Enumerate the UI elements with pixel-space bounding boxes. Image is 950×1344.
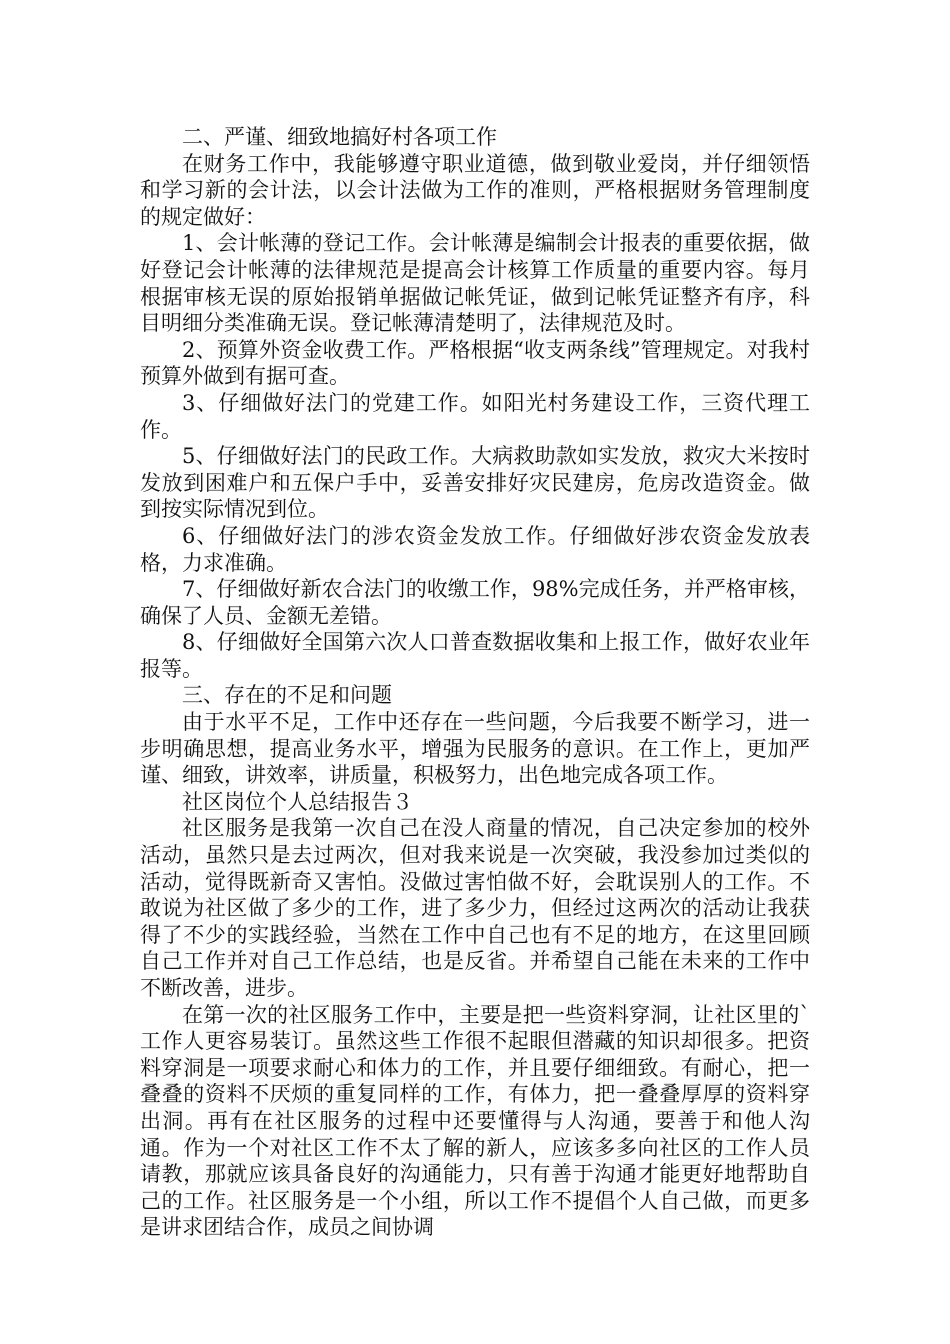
paragraph-finance-intro: 在财务工作中，我能够遵守职业道德，做到敬业爱岗，并仔细领悟和学习新的会计法，以会计法做为工作的准则，严格根据财务管理制度的规定做好： [140,151,810,229]
document-body [140,124,810,1241]
paragraph-item-3: 3、仔细做好法门的党建工作。如阳光村务建设工作，三资代理工作。 [140,390,810,442]
report-title: 社区岗位个人总结报告３ [182,789,413,814]
paragraph-item-2: 2、预算外资金收费工作。严格根据“收支两条线”管理规定。对我村预算外做到有据可查。 [140,337,810,389]
paragraph-item-5: 5、仔细做好法门的民政工作。大病救助款如实发放，救灾大米按时发放到困难户和五保户手中，妥善安排好灾民建房，危房改造资金。做到按实际情况到位。 [140,444,810,522]
paragraph-community-intro: 社区服务是我第一次自己在没人商量的情况，自己决定参加的校外活动，虽然只是去过两次，但对我来说是一次突破，我没参加过类似的活动，觉得既新奇又害怕。没做过害怕做不好，会耽误别人的工作。不敢说为社区做了多少的工作，进了多少力，但经过这两次的活动让我获得了不少的实践经验，当然在工作中自己也有不足的地方，在这里回顾自己工作并对自己工作总结，也是反省。并希望自己能在未来的工作中不断改善，进步。 [140,816,810,1000]
paragraph-shortcomings: 由于水平不足，工作中还存在一些问题，今后我要不断学习，进一步明确思想，提高业务水平，增强为民服务的意识。在工作上，更加严谨、细致，讲效率，讲质量，积极努力，出色地完成各项工作。 [140,710,810,788]
paragraph-item-1: 1、会计帐薄的登记工作。会计帐薄是编制会计报表的重要依据，做好登记会计帐薄的法律规范是提高会计核算工作质量的重要内容。每月根据审核无误的原始报销单据做记帐凭证，做到记帐凭证整齐有序，科目明细分类准确无误。登记帐薄清楚明了，法律规范及时。 [140,231,810,336]
paragraph-item-6: 6、仔细做好法门的涉农资金发放工作。仔细做好涉农资金发放表格，力求准确。 [140,523,810,575]
paragraph-item-8: 8、仔细做好全国第六次人口普查数据收集和上报工作，做好农业年报等。 [140,630,810,681]
section-heading-3: 三、存在的不足和问题 [182,683,392,708]
paragraph-item-7: 7、仔细做好新农合法门的收缴工作，98%完成任务，并严格审核，确保了人员、金额无差错。 [140,577,810,628]
paragraph-community-first-service: 在第一次的社区服务工作中，主要是把一些资料穿洞，让社区里的`工作人更容易装订。虽然这些工作很不起眼但潜藏的知识却很多。把资料穿洞是一项要求耐心和体力的工作，并且要仔细细致。有耐心，把一叠叠的资料不厌烦的重复同样的工作，有体力，把一叠叠厚厚的资料穿出洞。再有在社区服务的过程中还要懂得与人沟通，要善于和他人沟通。作为一个对社区工作不太了解的新人，应该多多向社区的工作人员请教，那就应该具备良好的沟通能力，只有善于沟通才能更好地帮助自己的工作。社区服务是一个小组，所以工作不提倡个人自己做，而更多是讲求团结合作，成员之间协调 [140,1002,810,1240]
section-heading-2: 二、严谨、细致地搞好村各项工作 [182,125,497,149]
